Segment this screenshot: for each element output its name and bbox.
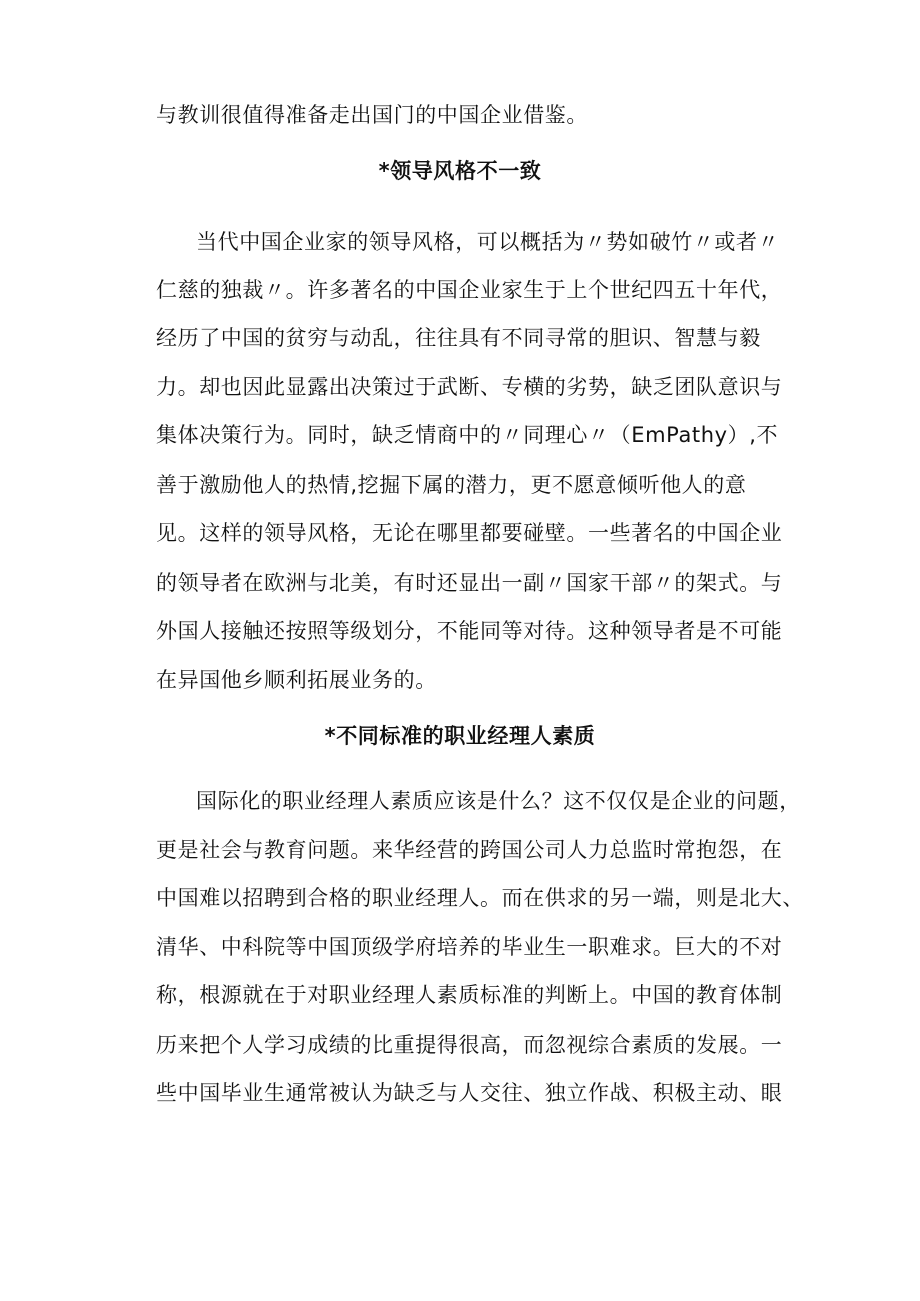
paragraph-line: 当代中国企业家的领导风格，可以概括为〃势如破竹〃或者〃 [196, 230, 780, 254]
paragraph-line: 历来把个人学习成绩的比重提得很高，而忽视综合素质的发展。一 [156, 1033, 783, 1057]
paragraph-line: 的领导者在欧洲与北美，有时还显出一副〃国家干部〃的架式。与 [156, 571, 783, 595]
paragraph-line: 国际化的职业经理人素质应该是什么？这不仅仅是企业的问题， [196, 789, 801, 813]
paragraph-line: 集体决策行为。同时，缺乏情商中的〃同理心〃（EmPathy）,不 [156, 423, 779, 447]
paragraph-line: 外国人接触还按照等级划分，不能同等对待。这种领导者是不可能 [156, 619, 783, 643]
section-heading-leadership-style: *领导风格不一致 [378, 159, 542, 183]
paragraph-line: 力。却也因此显露出决策过于武断、专横的劣势，缺乏团队意识与 [156, 375, 783, 399]
paragraph-line: 清华、中科院等中国顶级学府培养的毕业生一职难求。巨大的不对 [156, 935, 783, 959]
paragraph-line: 称，根源就在于对职业经理人素质标准的判断上。中国的教育体制 [156, 983, 783, 1007]
paragraph-line: 中国难以招聘到合格的职业经理人。而在供求的另一端，则是北大、 [156, 886, 804, 910]
section-heading-manager-standards: *不同标准的职业经理人素质 [324, 724, 596, 748]
paragraph-line: 更是社会与教育问题。来华经营的跨国公司人力总监时常抱怨，在 [156, 838, 783, 862]
paragraph-line: 仁慈的独裁〃。许多著名的中国企业家生于上个世纪四五十年代， [156, 278, 783, 302]
paragraph-line: 见。这样的领导风格，无论在哪里都要碰壁。一些著名的中国企业 [156, 521, 783, 545]
paragraph-line: 善于激励他人的热情,挖掘下属的潜力，更不愿意倾听他人的意 [156, 473, 747, 497]
paragraph-line: 些中国毕业生通常被认为缺乏与人交往、独立作战、积极主动、眼 [156, 1081, 783, 1105]
paragraph-line: 经历了中国的贫穷与动乱，往往具有不同寻常的胆识、智慧与毅 [156, 326, 761, 350]
paragraph-line: 在异国他乡顺利拓展业务的。 [156, 668, 437, 692]
paragraph-line: 与教训很值得准备走出国门的中国企业借鉴。 [156, 103, 588, 127]
